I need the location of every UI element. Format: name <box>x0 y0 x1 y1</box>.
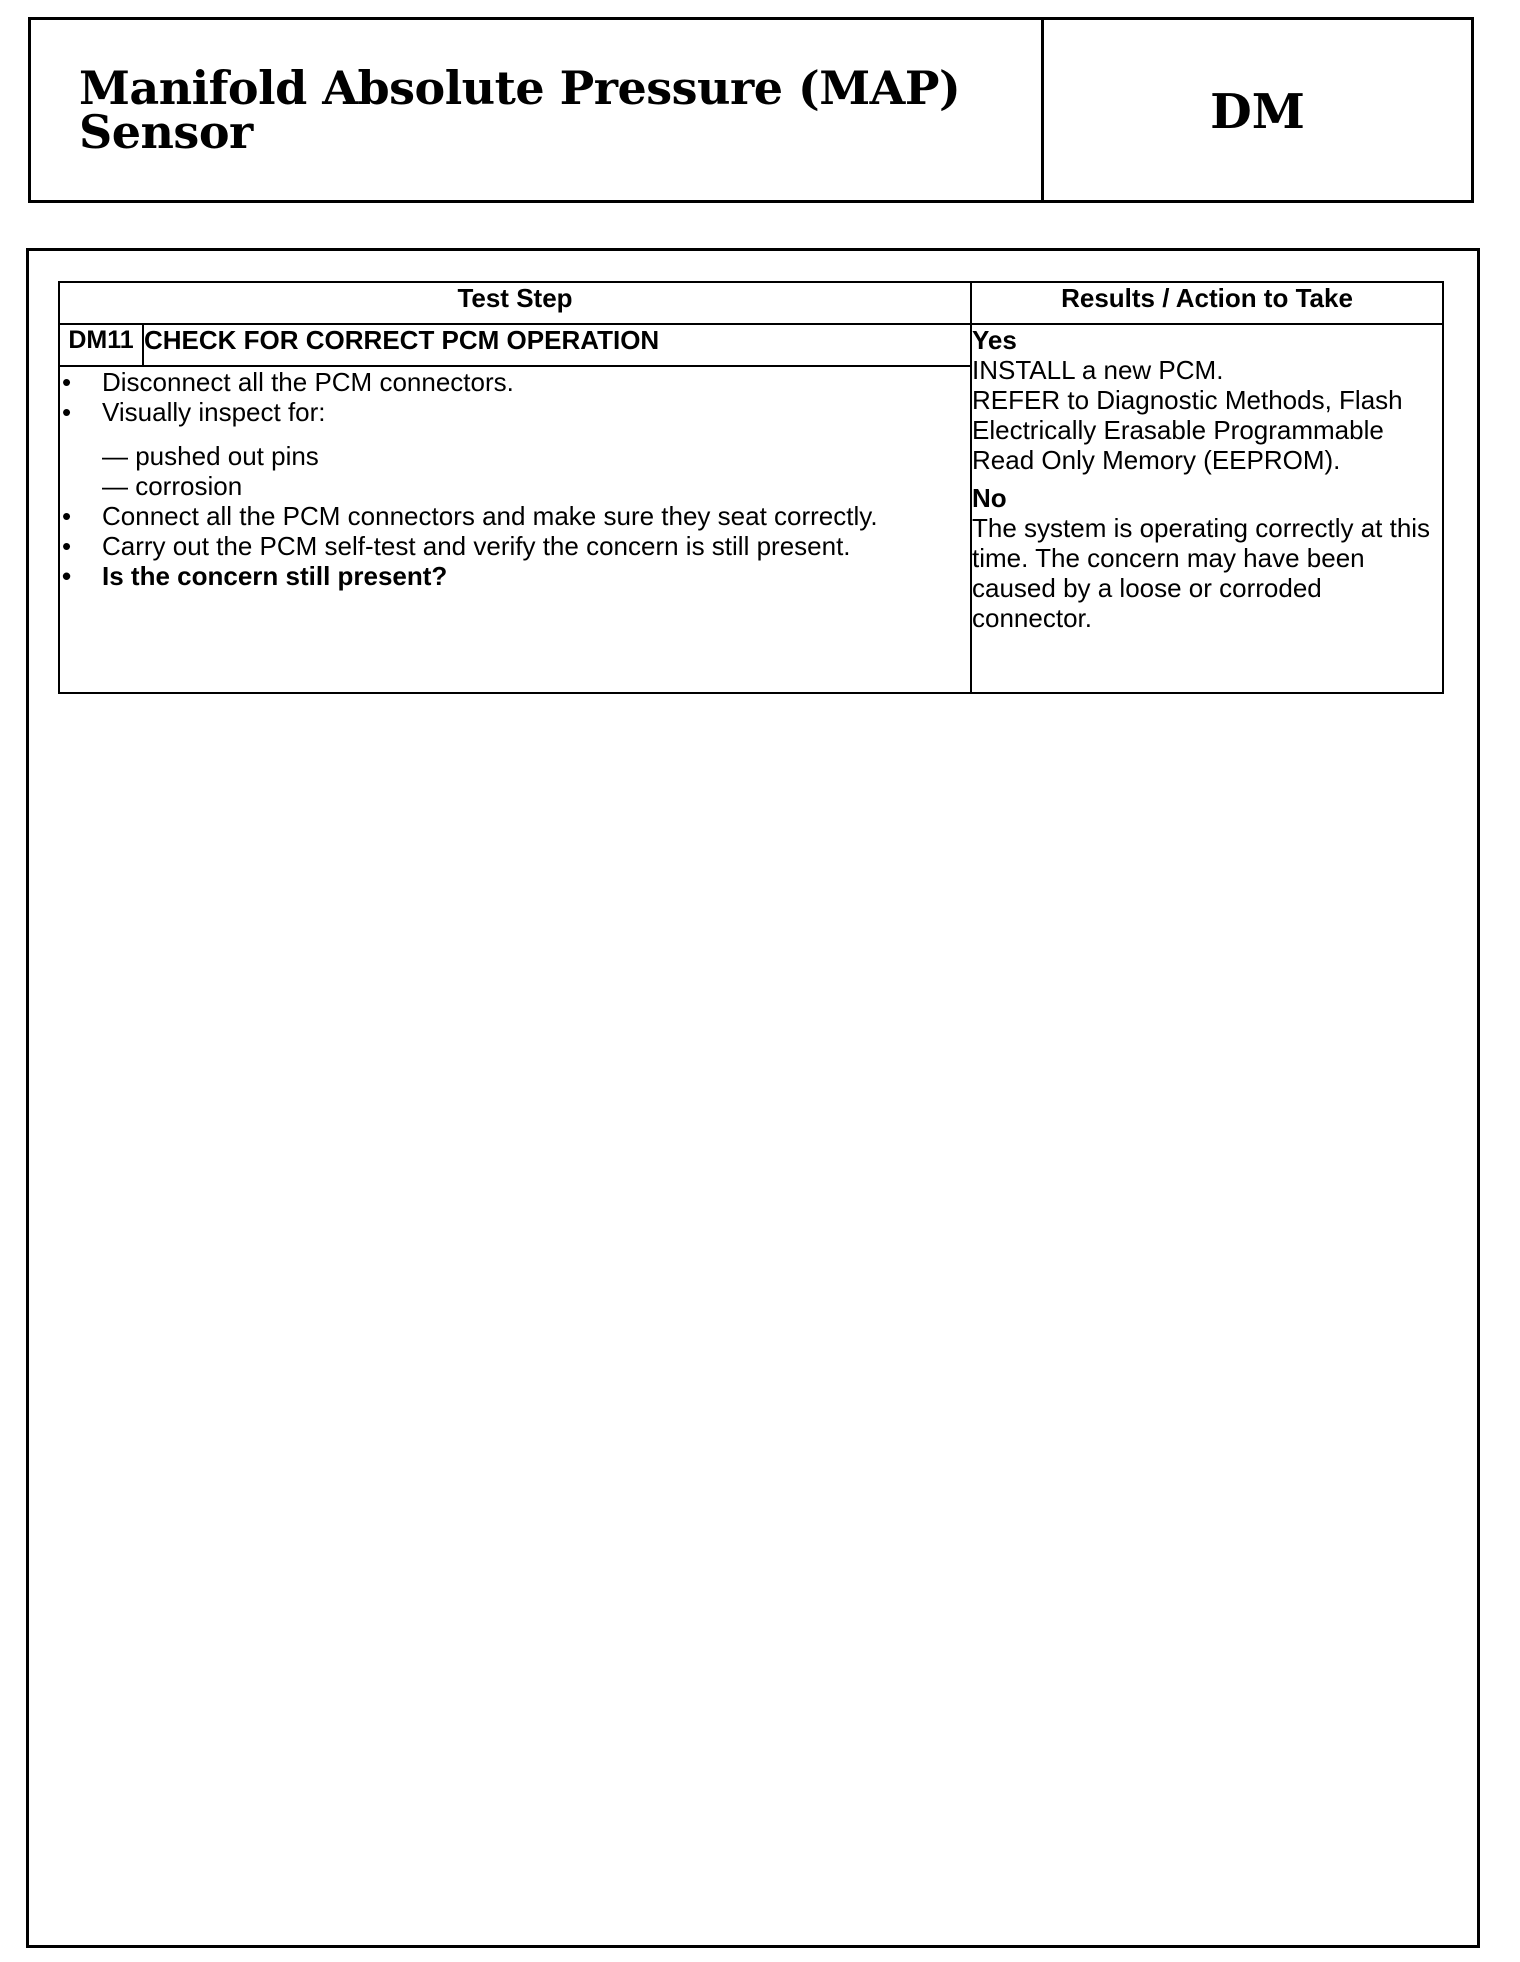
step-instructions <box>59 366 971 693</box>
list-item-text: Visually inspect for: <box>102 397 326 427</box>
list-item-question: • Is the concern still present? <box>60 561 970 591</box>
results-cell <box>971 324 1443 693</box>
sub-list-item: — corrosion <box>102 471 243 501</box>
diagnostic-table <box>58 281 1444 694</box>
sub-list <box>102 441 970 501</box>
result-yes <box>972 325 1442 475</box>
result-yes-text-1: INSTALL a new PCM. <box>972 355 1224 385</box>
sub-list-item: — pushed out pins <box>102 441 319 471</box>
list-item <box>60 397 970 501</box>
list-item: • Disconnect all the PCM connectors. <box>60 367 970 397</box>
list-item: • Connect all the PCM connectors and make sure they seat correctly. <box>60 501 970 531</box>
result-no-label: No <box>972 483 1007 513</box>
page-title <box>31 20 1044 200</box>
result-no <box>972 483 1442 633</box>
page-title-line-1: Manifold Absolute Pressure (MAP) <box>79 61 961 115</box>
page-header <box>28 17 1474 203</box>
section-code: DM <box>1210 84 1305 140</box>
step-id: DM11 <box>59 324 143 366</box>
result-yes-text-2: REFER to Diagnostic Methods, Flash Electrically Erasable Programmable Read Only Memory (EEPROM). <box>972 385 1403 475</box>
result-yes-label: Yes <box>972 325 1017 355</box>
table-row <box>59 324 1443 366</box>
list-item: • Carry out the PCM self-test and verify the concern is still present. <box>60 531 970 561</box>
step-title: CHECK FOR CORRECT PCM OPERATION <box>143 324 971 366</box>
table-header-row <box>59 282 1443 324</box>
instruction-list <box>60 367 970 591</box>
column-header-results: Results / Action to Take <box>971 282 1443 324</box>
page-title-line-2: Sensor <box>79 105 253 159</box>
column-header-test-step: Test Step <box>59 282 971 324</box>
result-no-text: The system is operating correctly at this time. The concern may have been caused by a loose or corroded connector. <box>972 513 1431 633</box>
